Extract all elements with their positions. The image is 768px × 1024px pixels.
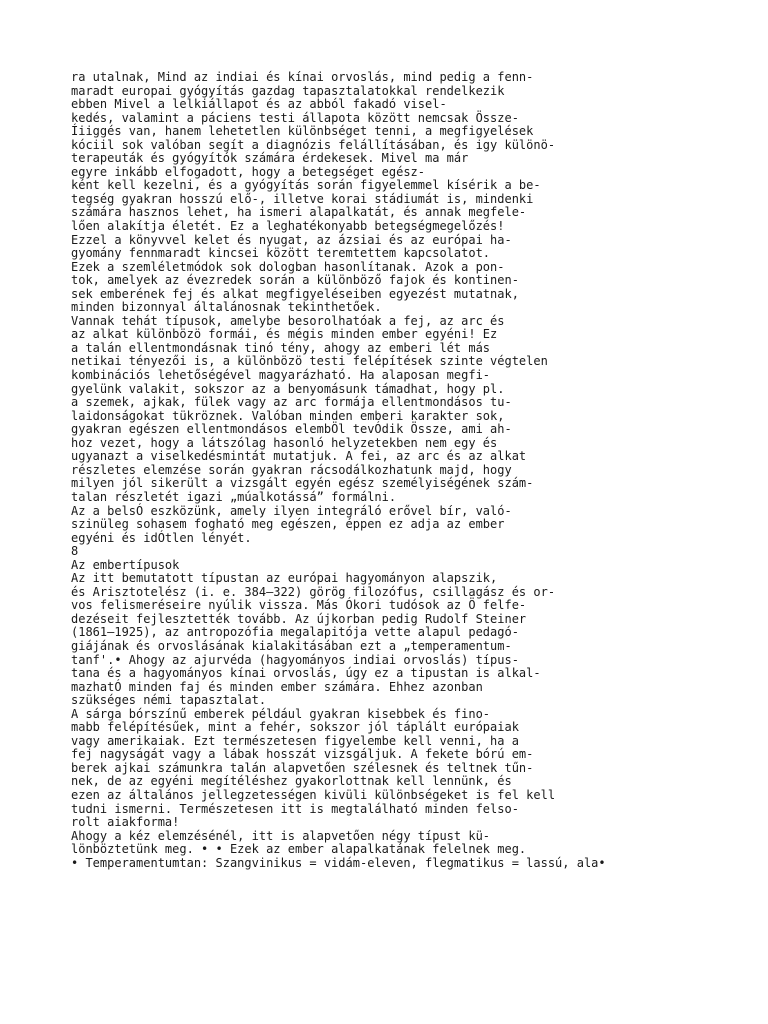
- text-line: gyomány fennmaradt kincsei között teremtettem kapcsolatot.: [71, 246, 491, 261]
- text-line: vagy amerikaiak. Ezt természetesen figyelembe kell venni, ha a: [71, 733, 519, 748]
- text-line: Ahogy a kéz elemzésénél, itt is alapvetően négy típust kü-: [71, 828, 491, 843]
- text-line: • Temperamentumtan: Szangvinikus = vidám-eleven, flegmatikus = lassú, ala•: [71, 855, 606, 870]
- text-line: mazhatÓ minden faj és minden ember számára. Ehhez azonban: [71, 679, 483, 694]
- text-line: szinüleg sohasem fogható meg egészen, éppen ez adja az ember: [71, 517, 505, 532]
- text-line: a talán ellentmondásnak tinó tény, ahogy az emberi lét más: [71, 340, 491, 355]
- text-line: Az itt bemutatott típustan az európai hagyományon alapszik,: [71, 571, 498, 586]
- text-line: mabb felépítésűek, mint a fehér, sokszor jól táplált európaiak: [71, 720, 519, 735]
- text-line: rolt aiakforma!: [71, 815, 180, 830]
- text-line: lően alakítja életét. Ez a leghatékonyabb betegségmegelőzés!: [71, 219, 505, 234]
- text-line: kedés, valamint a páciens testi állapota között nemcsak Össze-: [71, 110, 519, 125]
- text-line: minden bizonnyal általánosnak tekinthetőek.: [71, 300, 382, 315]
- text-line: Ezzel a könyvvel kelet és nyugat, az ázsiai és az európai ha-: [71, 232, 512, 247]
- text-line: tok, amelyek az évezredek során a különböző fajok és kontinen-: [71, 273, 519, 288]
- text-line: gyakran egészen ellentmondásos elembÖl tevÓdik Össze, ami ah-: [71, 422, 512, 437]
- text-line: terapeuták és gyógyítók számára érdekesek. Mivel ma már: [71, 151, 469, 166]
- text-line: laidonságokat tükröznek. Valóban minden emberi karakter sok,: [71, 408, 505, 423]
- text-line: nek, de az egyéni megítéléshez gyakorlottnak kell lennünk, és: [71, 774, 512, 789]
- text-line: és Arisztotelész (i. e. 384—322) görög filozófus, csillagász és or-: [71, 584, 556, 599]
- text-line: tegség gyakran hosszú elő-, illetve korai stádiumát is, mindenki: [71, 191, 534, 206]
- text-line: ugyanazt a viselkedésmintát mutatjuk. A fei, az arc és az alkat: [71, 449, 527, 464]
- text-line: szükséges némi tapasztalat.: [71, 693, 267, 708]
- text-line: fej nagyságát vagy a lábak hosszát vizsgáljuk. A fekete bórú em-: [71, 747, 534, 762]
- text-line: A sárga bórszínű emberek például gyakran kisebbek és fino-: [71, 706, 491, 721]
- text-line: dezéseit fejlesztették tovább. Az újkorban pedig Rudolf Steiner: [71, 611, 527, 626]
- text-line: részletes elemzése során gyakran rácsodálkozhatunk majd, hogy: [71, 462, 512, 477]
- text-line: Vannak tehát típusok, amelybe besorolhatóak a fej, az arc és: [71, 313, 505, 328]
- text-line: berek ajkai számunkra talán alapvetően szélesnek és teltnek tűn-: [71, 760, 534, 775]
- text-line: giájának és orvoslásának kialakitásában ezt a „temperamentum-: [71, 638, 512, 653]
- text-line: ként kell kezelni, és a gyógyítás során figyelemmel kísérik a be-: [71, 178, 541, 193]
- text-line: Az embertípusok: [71, 557, 180, 572]
- text-line: egyéni és idÓtlen lényét.: [71, 530, 252, 545]
- text-line: tudni ismerni. Természetesen itt is megtalálható minden felso-: [71, 801, 519, 816]
- text-line: az alkat különbözö formái, és mégis minden ember egyéni! Ez: [71, 327, 498, 342]
- text-line: netikai tényezői is, a különbözö testi felépítések szinte végtelen: [71, 354, 548, 369]
- text-line: milyen jól sikerült a vizsgált egyén egész személyiségének szám-: [71, 476, 534, 491]
- text-line: ra utalnak, Mind az indiai és kínai orvoslás, mind pedig a fenn-: [71, 70, 534, 84]
- text-line: gyelünk valakit, sokszor az a benyomásunk támadhat, hogy pl.: [71, 381, 505, 396]
- text-line: kombinációs lehetőségével magyarázható. Ha alaposan megfi-: [71, 368, 491, 383]
- text-line: 8: [71, 544, 79, 559]
- text-line: maradt europai gyógyítás gazdag tapasztalatokkal rendelkezik: [71, 83, 505, 98]
- text-line: vos felismeréseire nyúlik vissza. Más Ókori tudósok az Ö felfe-: [71, 598, 527, 613]
- text-line: Ezek a szemléletmódok sok dologban hasonlítanak. Azok a pon-: [71, 259, 505, 274]
- document-page: [71, 71, 731, 870]
- text-line: ebben Mivel a lelkiállapot és az abból fakadó visel-: [71, 97, 447, 112]
- text-line: a szemek, ajkak, fülek vagy az arc formája ellentmondásos tu-: [71, 395, 512, 410]
- text-line: talan részletét igazi „múalkotássá” formálni.: [71, 489, 397, 504]
- text-line: Íiiggés van, hanem lehetetlen különbséget tenni, a megfigyelések: [71, 124, 534, 139]
- text-line: sek emberének fej és alkat megfigyeléseiben egyezést mutatnak,: [71, 286, 519, 301]
- text-line: lönböztetünk meg. • • Ezek az ember alapalkatának felelnek meg.: [71, 842, 527, 857]
- text-line: kóciil sok valóban segít a diagnózis felállításában, és igy különö-: [71, 137, 556, 152]
- text-line: tana és a hagyományos kínai orvoslás, úgy ez a tipustan is alkal-: [71, 666, 541, 681]
- text-line: (1861—1925), az antropozófia megalapitója vette alapul pedagó-: [71, 625, 519, 640]
- text-line: számára hasznos lehet, ha ismeri alapalkatát, és annak megfele-: [71, 205, 527, 220]
- text-line: egyre inkább elfogadott, hogy a betegséget egész-: [71, 164, 426, 179]
- text-line: Az a belsÓ eszközünk, amely ilyen integráló erővel bír, való-: [71, 503, 512, 518]
- text-line: tanf'.• Ahogy az ajurvéda (hagyományos indiai orvoslás) típus-: [71, 652, 519, 667]
- text-line: hoz vezet, hogy a látszólag hasonló helyzetekben nem egy és: [71, 435, 498, 450]
- text-line: ezen az általános jellegzetességen kivüli különbségeket is fel kell: [71, 787, 556, 802]
